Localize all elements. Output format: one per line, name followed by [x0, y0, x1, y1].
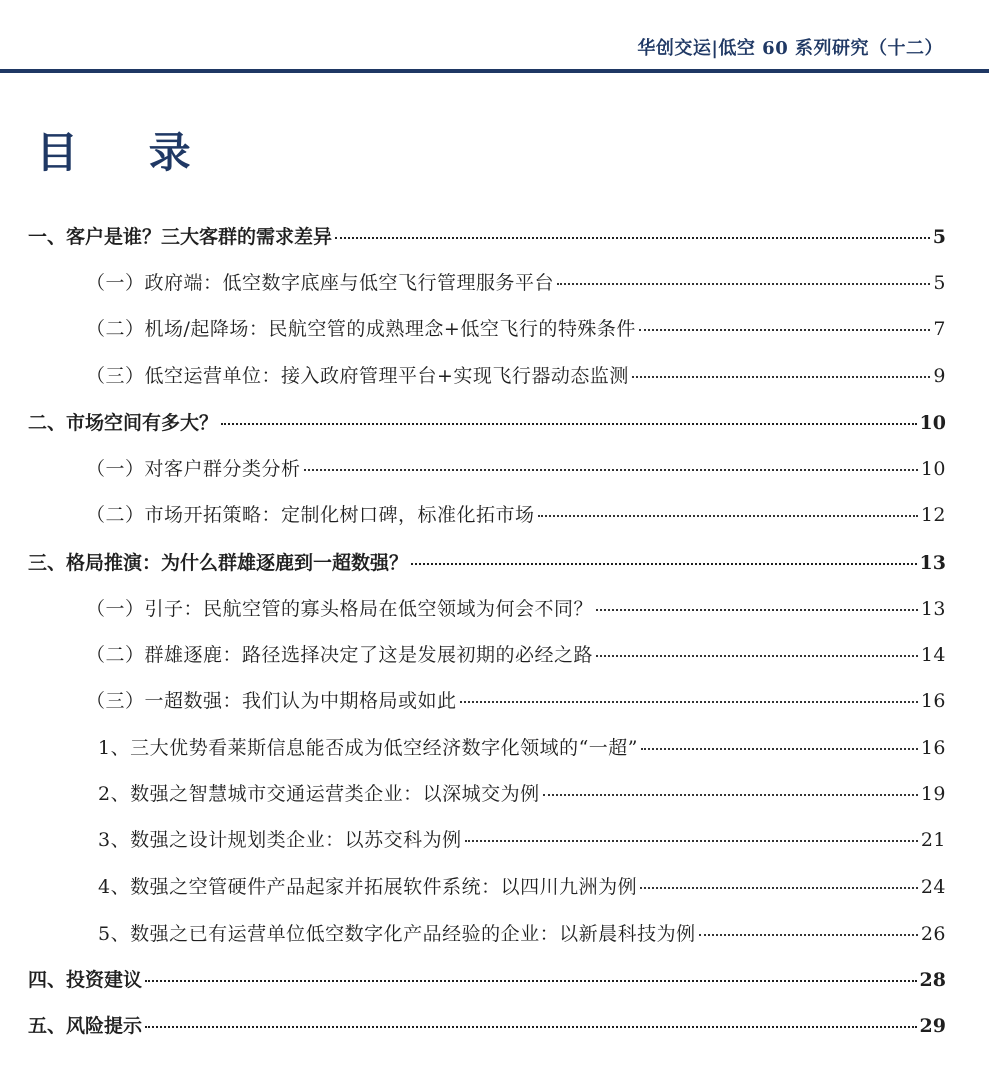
toc-entry-level2[interactable]: [86, 686, 946, 716]
toc-dot-leader: [596, 655, 918, 657]
toc-entry-label: 四、投资建议: [28, 969, 143, 991]
toc-entry-level2[interactable]: [86, 361, 946, 391]
toc-entry-level2[interactable]: [86, 640, 946, 670]
toc-entry-label: （一）对客户群分类分析: [86, 458, 301, 480]
toc-entry-page-number: 14: [920, 644, 946, 666]
page-header: [0, 0, 989, 72]
toc-entry-label: 4、数强之空管硬件产品起家并拓展软件系统：以四川九洲为例: [98, 876, 638, 898]
toc-dot-leader: [632, 376, 930, 378]
toc-entry-label: （二）群雄逐鹿：路径选择决定了这是发展初期的必经之路: [86, 644, 594, 666]
toc-dot-leader: [543, 794, 918, 796]
toc-dot-leader: [460, 701, 918, 703]
toc-entry-label: （三）一超数强：我们认为中期格局或如此: [86, 690, 457, 712]
toc-dot-leader: [335, 237, 930, 239]
toc-dot-leader: [640, 887, 918, 889]
toc-entry-page-number: 5: [933, 272, 946, 294]
toc-entry-label: 3、数强之设计规划类企业：以苏交科为例: [98, 829, 462, 851]
toc-entry-page-number: 24: [920, 876, 946, 898]
toc-title: 目 录: [36, 128, 219, 177]
header-rule: [0, 69, 989, 73]
toc-entry-level3[interactable]: [98, 825, 946, 855]
toc-entry-label: 2、数强之智慧城市交通运营类企业：以深城交为例: [98, 783, 540, 805]
toc-entry-page-number: 13: [920, 598, 946, 620]
toc-entry-level2[interactable]: [86, 268, 946, 298]
toc-entry-page-number: 13: [919, 552, 946, 574]
toc-entry-page-number: 10: [919, 412, 946, 434]
toc-entry-page-number: 10: [920, 458, 946, 480]
toc-dot-leader: [221, 423, 917, 425]
toc-entry-label: 三、格局推演：为什么群雄逐鹿到一超数强？: [28, 552, 409, 574]
toc-entry-page-number: 9: [933, 365, 946, 387]
toc-dot-leader: [145, 1026, 917, 1028]
toc-entry-level1[interactable]: [28, 548, 946, 578]
toc-entry-page-number: 5: [932, 226, 946, 248]
toc-dot-leader: [596, 609, 918, 611]
toc-entry-label: 5、数强之已有运营单位低空数字化产品经验的企业：以新晨科技为例: [98, 923, 696, 945]
toc-entry-page-number: 19: [920, 783, 946, 805]
toc-entry-level1[interactable]: [28, 965, 946, 995]
toc-entry-label: （二）市场开拓策略：定制化树口碑，标准化拓市场: [86, 504, 535, 526]
header-title: 华创交运|低空 60 系列研究（十二）: [637, 38, 943, 59]
toc-entry-level1[interactable]: [28, 222, 946, 252]
toc-entry-level1[interactable]: [28, 1011, 946, 1041]
toc-entry-level1[interactable]: [28, 408, 946, 438]
toc-entry-label: 1、三大优势看莱斯信息能否成为低空经济数字化领域的“一超”: [98, 737, 639, 759]
toc-dot-leader: [145, 980, 917, 982]
toc-entry-page-number: 28: [919, 969, 946, 991]
toc-entry-label: （二）机场/起降场：民航空管的成熟理念+低空飞行的特殊条件: [86, 318, 636, 340]
toc-entry-page-number: 21: [920, 829, 946, 851]
toc-entry-page-number: 29: [919, 1015, 946, 1037]
toc-entry-page-number: 26: [920, 923, 946, 945]
toc-entry-label: （三）低空运营单位：接入政府管理平台+实现飞行器动态监测: [86, 365, 629, 387]
toc-entry-level3[interactable]: [98, 872, 946, 902]
toc-entry-label: （一）引子：民航空管的寡头格局在低空领域为何会不同？: [86, 598, 594, 620]
toc-entry-label: 五、风险提示: [28, 1015, 143, 1037]
toc-dot-leader: [639, 329, 931, 331]
toc-entry-label: 二、市场空间有多大？: [28, 412, 219, 434]
toc-entry-level2[interactable]: [86, 454, 946, 484]
toc-entry-page-number: 12: [920, 504, 946, 526]
toc-dot-leader: [641, 748, 918, 750]
toc-entry-label: 一、客户是谁？三大客群的需求差异: [28, 226, 333, 248]
toc-entry-level3[interactable]: [98, 779, 946, 809]
toc-entry-level3[interactable]: [98, 733, 946, 763]
toc-dot-leader: [699, 934, 918, 936]
toc-dot-leader: [538, 515, 918, 517]
toc-entry-level2[interactable]: [86, 314, 946, 344]
toc-entry-page-number: 16: [920, 737, 946, 759]
toc-entry-label: （一）政府端：低空数字底座与低空飞行管理服务平台: [86, 272, 555, 294]
toc-dot-leader: [411, 563, 917, 565]
toc-dot-leader: [557, 283, 930, 285]
toc-entry-page-number: 16: [920, 690, 946, 712]
toc-entry-level2[interactable]: [86, 500, 946, 530]
toc-entry-level3[interactable]: [98, 919, 946, 949]
toc-dot-leader: [465, 840, 918, 842]
toc-entry-level2[interactable]: [86, 594, 946, 624]
toc-entry-page-number: 7: [933, 318, 946, 340]
toc-dot-leader: [304, 469, 918, 471]
